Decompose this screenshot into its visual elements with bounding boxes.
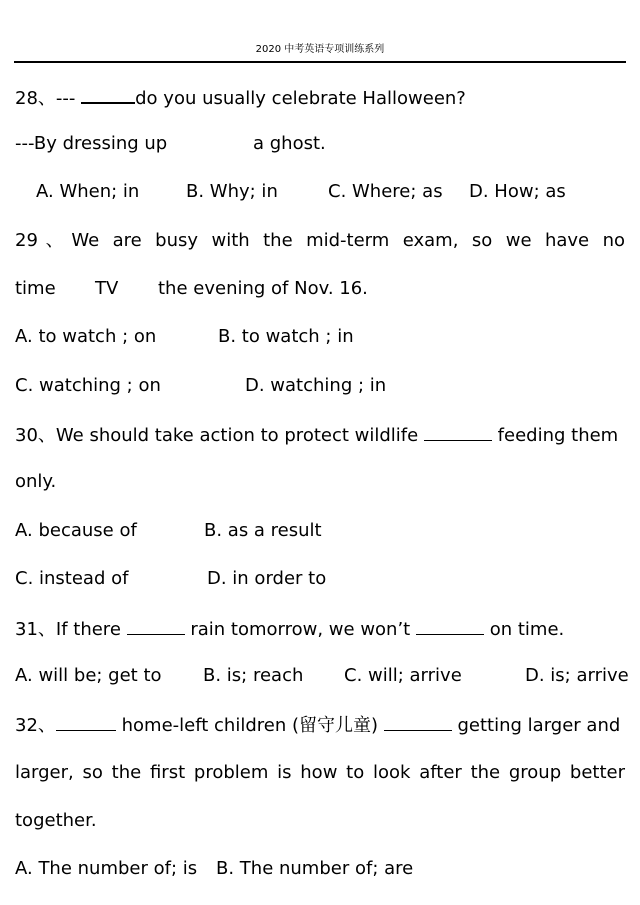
question-30-text-a: 30、We should take action to protect wildlife [15,425,419,446]
question-32-stem [15,712,625,738]
question-28-number: 28、--- [15,88,76,109]
question-31-text-a: 31、If there [15,619,121,640]
question-28-blank [81,84,135,104]
question-32-line2: larger, so the first problem is how to look after the group better [15,762,625,783]
question-30-option-b: B. as a result [204,520,322,541]
question-29-line2-rest: the evening of Nov. 16. [158,278,368,299]
question-28-text: do you usually celebrate Halloween? [135,88,466,109]
question-32-blank-1 [56,712,116,731]
question-29-option-a: A. to watch ; on [15,326,157,347]
question-28-option-d: D. How; as [469,181,566,202]
question-30-line2: only. [15,471,57,492]
question-29-line2-time: time [15,278,56,299]
question-28-option-b: B. Why; in [186,181,278,202]
question-30-option-c: C. instead of [15,568,129,589]
question-32-option-a: A. The number of; is [15,858,198,879]
question-29-option-b: B. to watch ; in [218,326,354,347]
question-28-option-a: A. When; in [36,181,140,202]
question-32-number: 32、 [15,715,56,736]
question-31-blank-2 [416,616,484,635]
question-30-blank [424,422,492,441]
page-header: 2020 中考英语专项训练系列 [255,44,385,55]
question-32-blank-2 [384,712,452,731]
question-31-option-a: A. will be; get to [15,665,162,686]
question-31-option-d: D. is; arrive [525,665,629,686]
question-31-text-c: on time. [489,619,565,640]
question-31-text-b: rain tomorrow, we won’t [190,619,411,640]
header-rule [14,61,626,63]
question-32-text-c: getting larger and [457,715,621,736]
question-30-option-d: D. in order to [207,568,327,589]
question-30-stem [15,422,625,448]
question-29-stem: 29、We are busy with the mid-term exam, so we have no [15,230,625,251]
question-32-text-b: home-left children (留守儿童) [121,715,379,736]
question-32-line3: together. [15,810,97,831]
question-29-line2-tv: TV [95,278,119,299]
question-28-line2-b: a ghost. [253,133,326,154]
question-31-option-b: B. is; reach [203,665,304,686]
question-29-option-c: C. watching ; on [15,375,161,396]
question-32-option-b: B. The number of; are [216,858,414,879]
question-31-option-c: C. will; arrive [344,665,462,686]
question-28-option-c: C. Where; as [328,181,443,202]
question-28-line2-a: ---By dressing up [15,133,168,154]
question-30-text-b: feeding them [497,425,619,446]
question-28-stem [15,84,625,111]
question-31-stem [15,616,625,642]
question-31-blank-1 [127,616,185,635]
question-29-option-d: D. watching ; in [245,375,387,396]
question-30-option-a: A. because of [15,520,137,541]
